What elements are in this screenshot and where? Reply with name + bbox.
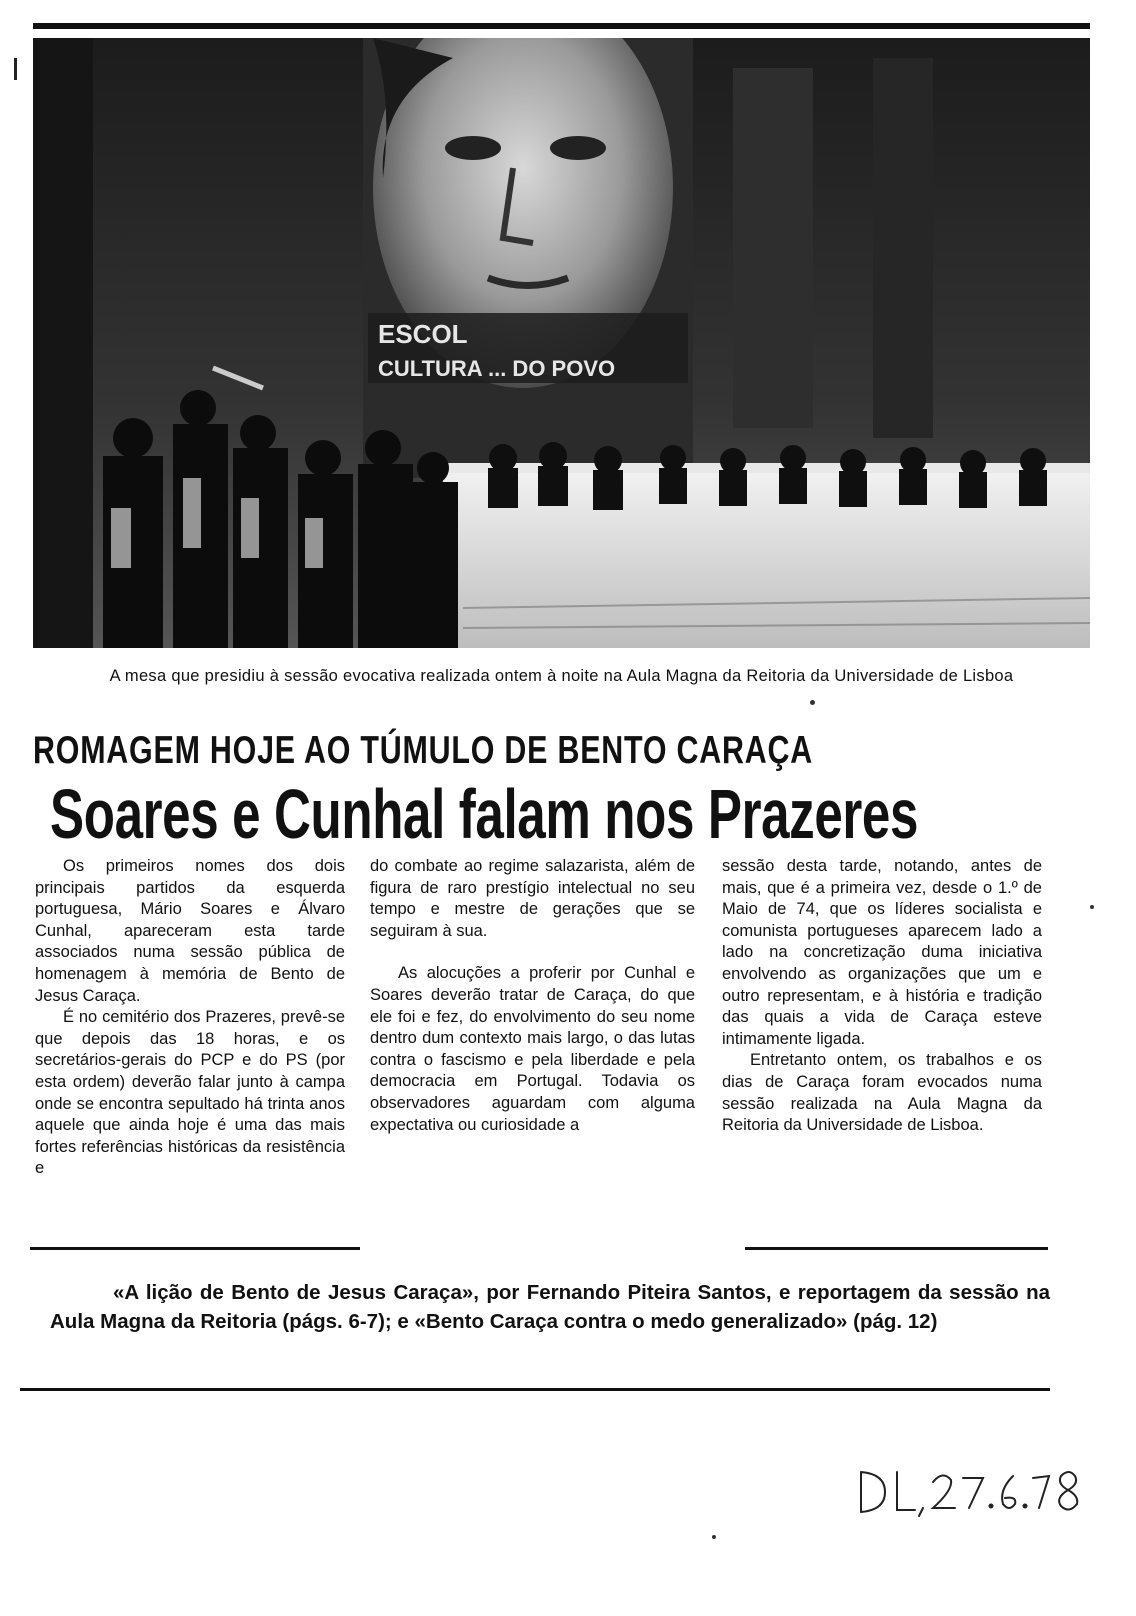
margin-mark — [14, 58, 17, 80]
poster-text-1: ESCOL — [378, 319, 468, 349]
scan-speck — [1090, 905, 1094, 909]
references-text: «A lição de Bento de Jesus Caraça», por Fernando Piteira Santos, e reportagem da sessão na Aula Magna da Reitoria (págs. 6-7); e «Bento Caraça contra o medo generalizado» (pág. 12) — [50, 1281, 1050, 1333]
paragraph: sessão desta tarde, notando, antes de mais, que é a primeira vez, desde o 1.º de Maio de 74, que os líderes socialista e comunista portugueses aparecem lado a lado na concretização duma iniciativa envolvendo as organizações que um e outro representam, e à história e tradição das quais a vida de Caraça esteve intimamente ligada. — [722, 857, 1042, 1048]
divider-rule — [745, 1247, 1048, 1250]
divider-rule — [30, 1247, 360, 1250]
paragraph: do combate ao regime salazarista, além de figura de raro prestígio intelectual no seu tempo e mestre de gerações que se seguiram à sua. — [370, 857, 695, 940]
page-references — [50, 1278, 1050, 1336]
bottom-rule — [20, 1388, 1050, 1391]
paragraph: Os primeiros nomes dos dois principais partidos da esquerda portuguesa, Mário Soares e Álvaro Cunhal, apareceram esta tarde associados numa sessão pública de homenagem à memória de Bento de Jesus Caraça. — [35, 857, 345, 1005]
top-rule — [33, 23, 1090, 29]
paragraph: É no cemitério dos Prazeres, prevê-se que depois das 18 horas, e os secretários-gerais do PCP e do PS (por esta ordem) deverão falar junto à campa onde se encontra sepultado há trinta anos aquele que ainda hoje é uma das mais fortes referências históricas da resistência e — [35, 1008, 345, 1178]
scan-speck — [712, 1535, 716, 1539]
handwritten-archive-note — [853, 1460, 1093, 1520]
scan-speck — [810, 700, 815, 705]
paragraph: As alocuções a proferir por Cunhal e Soares deverão tratar de Caraça, do que ele foi e fez, do envolvimento do seu nome dentro dum contexto mais largo, o das lutas contra o fascismo e pela liberdade e pela democracia em Portugal. Todavia os observadores aguardam com alguma expectativa ou curiosidade a — [370, 964, 695, 1134]
paragraph: Entretanto ontem, os trabalhos e os dias de Caraça foram evocados numa sessão realizada na Aula Magna da Reitoria da Universidade de Lisboa. — [722, 1051, 1042, 1135]
kicker-headline: ROMAGEM HOJE AO TÚMULO DE BENTO CARAÇA — [33, 729, 814, 772]
news-photo — [33, 38, 1090, 648]
poster-text-2: CULTURA ... DO POVO — [378, 356, 616, 381]
photo-caption: A mesa que presidiu à sessão evocativa realizada ontem à noite na Aula Magna da Reitoria da Universidade de Lisboa — [109, 667, 1014, 685]
article-column-2 — [370, 856, 695, 1136]
article-column-3 — [722, 856, 1042, 1137]
main-headline: Soares e Cunhal falam nos Prazeres — [50, 775, 919, 853]
article-column-1 — [35, 856, 345, 1180]
